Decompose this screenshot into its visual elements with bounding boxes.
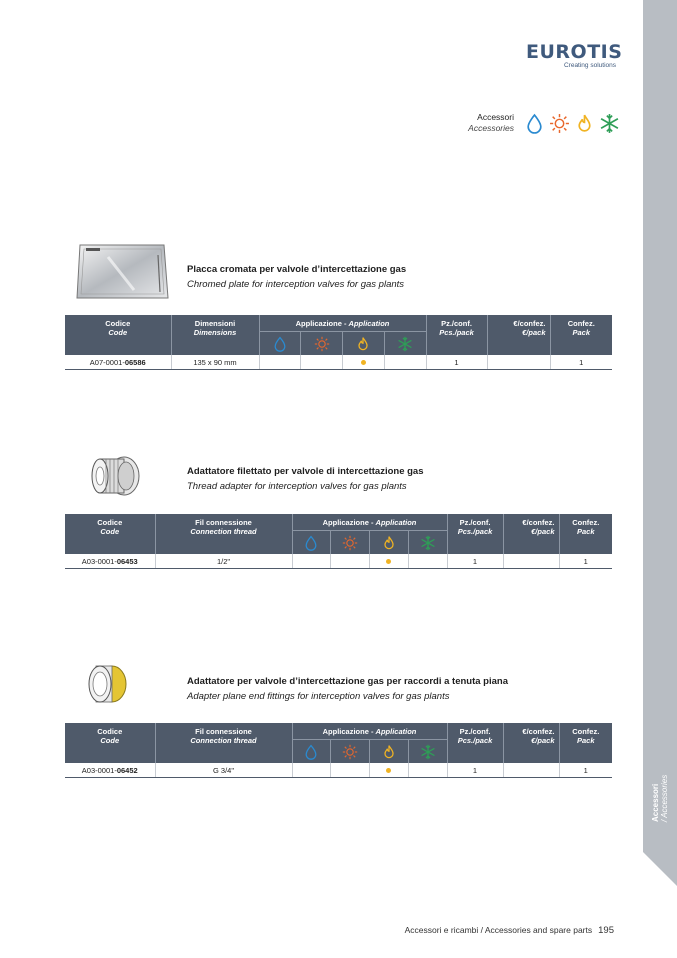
table-row: [65, 355, 612, 370]
header-pcs-pack: Pz./conf. Pcs./pack: [426, 315, 487, 355]
product-title-en: Thread adapter for interception valves for gas plants: [187, 481, 407, 492]
product-title: [187, 262, 406, 292]
header-code: Codice Code: [65, 315, 171, 355]
header-application: Applicazione - Application: [292, 723, 447, 763]
thread-adapter-image: [88, 453, 142, 499]
gas-flame-icon: [381, 744, 397, 760]
cell-dimensions: 135 x 90 mm: [171, 355, 259, 370]
snow-cooling-icon: [420, 535, 436, 551]
brand-tagline: Creating solutions: [563, 62, 616, 69]
page-number: 195: [598, 925, 614, 936]
cell-pack: 1: [559, 554, 612, 569]
snow-cooling-icon: [599, 113, 620, 134]
heating-sun-icon: [549, 113, 570, 134]
cell-code: A03-0001-06453: [65, 554, 155, 569]
header-code: Codice Code: [65, 514, 155, 554]
header-eur-pack: €/confez. €/pack: [503, 514, 559, 554]
cell-application: [292, 554, 447, 569]
heating-sun-icon: [342, 744, 358, 760]
cell-connection: G 3/4": [155, 763, 292, 778]
sidebar-strip: [643, 0, 677, 852]
cell-application: [259, 355, 426, 370]
product-title: [187, 674, 508, 704]
cell-connection: 1/2": [155, 554, 292, 569]
page-footer: [405, 925, 614, 936]
header-pack: Confez. Pack: [550, 315, 612, 355]
heating-sun-icon: [342, 535, 358, 551]
snow-cooling-icon: [420, 744, 436, 760]
cell-code: A03-0001-06452: [65, 763, 155, 778]
category-block: [430, 112, 620, 138]
product-title-it: Placca cromata per valvole d’intercettazione gas: [187, 264, 407, 275]
water-drop-icon: [303, 535, 319, 551]
sidebar-label-en: / Accessories: [660, 774, 669, 822]
header-pcs-pack: Pz./conf. Pcs./pack: [447, 723, 503, 763]
product-title: [187, 464, 424, 494]
sidebar-label: [651, 775, 669, 822]
category-label: [468, 112, 514, 134]
cell-pcs-pack: 1: [447, 763, 503, 778]
spec-table: [65, 315, 612, 370]
spec-table: [65, 723, 612, 778]
table-row: [65, 554, 612, 569]
cell-pcs-pack: 1: [426, 355, 487, 370]
gas-flame-icon: [381, 535, 397, 551]
cell-application: [292, 763, 447, 778]
sidebar-tab-corner: [643, 852, 677, 886]
cell-eur-pack: [503, 763, 559, 778]
gas-flame-icon: [355, 336, 371, 352]
snow-cooling-icon: [397, 336, 413, 352]
cell-pcs-pack: 1: [447, 554, 503, 569]
category-it: Accessori: [477, 112, 514, 122]
header-connection: Fil connessione Connection thread: [155, 514, 292, 554]
header-dimensions: Dimensioni Dimensions: [171, 315, 259, 355]
header-eur-pack: €/confez. €/pack: [487, 315, 550, 355]
chromed-plate-image: [74, 242, 171, 302]
water-drop-icon: [272, 336, 288, 352]
cell-eur-pack: [503, 554, 559, 569]
header-application: Applicazione - Application: [259, 315, 426, 355]
category-icons: [524, 113, 620, 134]
brand-name: EUROTIS: [526, 41, 623, 63]
header-pcs-pack: Pz./conf. Pcs./pack: [447, 514, 503, 554]
cell-pack: 1: [559, 763, 612, 778]
header-eur-pack: €/confez. €/pack: [503, 723, 559, 763]
cell-code: A07-0001-06586: [65, 355, 171, 370]
gas-application-dot: [386, 559, 391, 564]
product-title-it: Adattatore filettato per valvole di intercettazione gas: [187, 466, 424, 477]
header-connection: Fil connessione Connection thread: [155, 723, 292, 763]
water-drop-icon: [524, 113, 545, 134]
category-en: Accessories: [468, 123, 514, 133]
heating-sun-icon: [314, 336, 330, 352]
gas-flame-icon: [574, 113, 595, 134]
gas-application-dot: [386, 768, 391, 773]
product-title-en: Adapter plane end fittings for interception valves for gas plants: [187, 691, 450, 702]
sidebar-label-it: Accessori: [651, 783, 660, 822]
header-pack: Confez. Pack: [559, 723, 612, 763]
spec-table: [65, 514, 612, 569]
cell-pack: 1: [550, 355, 612, 370]
flat-adapter-image: [86, 663, 130, 705]
product-title-en: Chromed plate for interception valves for gas plants: [187, 279, 405, 290]
product-title-it: Adattatore per valvole d’intercettazione gas per raccordi a tenuta piana: [187, 676, 508, 687]
footer-text: Accessori e ricambi / Accessories and spare parts: [404, 925, 593, 935]
water-drop-icon: [303, 744, 319, 760]
header-code: Codice Code: [65, 723, 155, 763]
gas-application-dot: [361, 360, 366, 365]
table-row: [65, 763, 612, 778]
header-application: Applicazione - Application: [292, 514, 447, 554]
cell-eur-pack: [487, 355, 550, 370]
header-pack: Confez. Pack: [559, 514, 612, 554]
brand-logo: [526, 41, 623, 69]
